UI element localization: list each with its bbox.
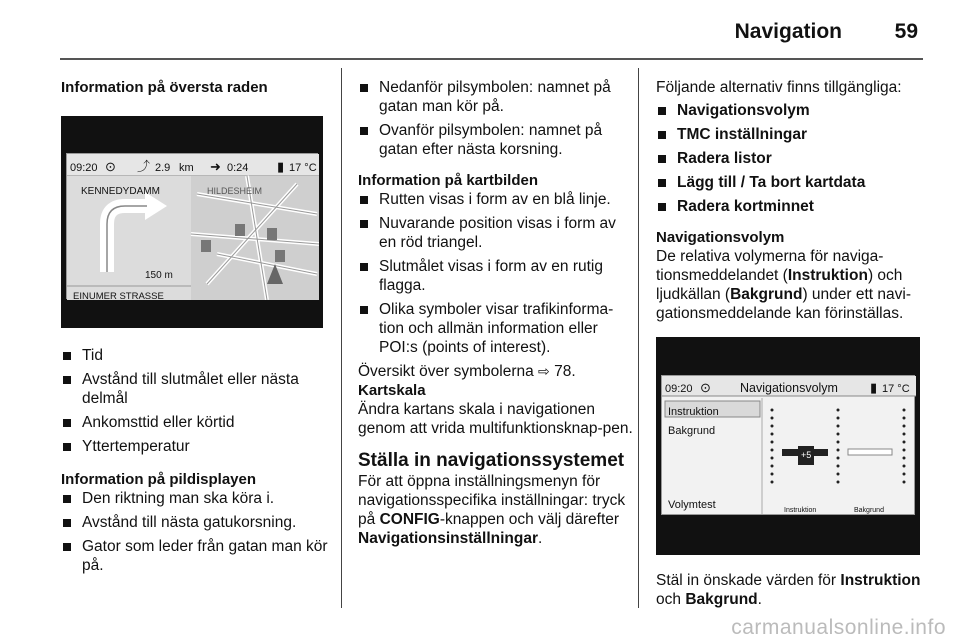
display-temp: 17 °C — [289, 162, 317, 174]
list-item: Ankomsttid eller körtid — [61, 413, 331, 432]
list-item: Gator som leder från gatan man kör på. — [61, 537, 331, 575]
vol-mid: ) och ljudkällan ( — [656, 267, 903, 303]
column-divider-2 — [638, 68, 639, 608]
page-title: Navigation — [734, 20, 842, 43]
nav-display-screen — [66, 153, 318, 302]
column-1 — [61, 78, 331, 580]
vol-label-instr: Instruktion — [784, 507, 817, 514]
heading-map: Information på kartbilden — [358, 172, 539, 189]
list-item: Avstånd till nästa gatukorsning. — [61, 513, 331, 532]
list-item: Slutmålet visas i form av en rutig flagga. — [358, 257, 633, 295]
arrow-display-list-cont — [358, 78, 633, 159]
list-item: Nuvarande position visas i form av en röd triangel. — [358, 214, 633, 252]
display-street-next: KENNEDYDAMM — [81, 186, 160, 197]
list-item: Navigationsvolym — [656, 101, 926, 120]
display-distance: 2.9 — [155, 162, 171, 174]
scale-text: Ändra kartans skala i navigationen genom att vrida multifunktionsknap-pen. — [358, 401, 633, 437]
vol-display-temp: 17 °C — [882, 383, 910, 395]
volume-display-image — [656, 337, 920, 555]
setup-pre: För att öppna inställningsmenyn för navigationsspecifika inställningar: tryck på — [358, 473, 626, 528]
display-arrival: 0:24 — [227, 162, 249, 174]
heading-arrow-display: Information på pildisplayen — [61, 471, 257, 488]
list-item: Yttertemperatur — [61, 437, 331, 456]
heading-setup: Ställa in navigationssystemet — [358, 450, 625, 471]
final-bg: Bakgrund — [685, 591, 758, 608]
vol-display-time: 09:20 — [665, 383, 693, 395]
list-item: Avstånd till slutmålet eller nästa delmål — [61, 370, 331, 408]
heading-scale: Kartskala — [358, 382, 426, 399]
list-item: Radera listor — [656, 149, 926, 168]
setup-end: . — [538, 530, 543, 547]
map-list — [358, 190, 633, 357]
list-item: TMC inställningar — [656, 125, 926, 144]
vol-value: +5 — [798, 446, 814, 465]
display-dist-turn: 150 m — [145, 270, 173, 281]
nav-display-image — [61, 116, 323, 328]
column-divider-1 — [341, 68, 342, 608]
display-street-current: EINUMER STRASSE — [73, 291, 164, 302]
overview-paragraph — [358, 362, 633, 381]
list-item: Radera kortminnet — [656, 197, 926, 216]
list-item: Den riktning man ska köra i. — [61, 489, 331, 508]
clock-icon: ⊙ — [700, 380, 711, 395]
volume-display-screen — [661, 375, 915, 515]
page-number: 59 — [894, 20, 918, 43]
list-item: Nedanför pilsymbolen: namnet på gatan man kör på. — [358, 78, 633, 116]
final-mid: och — [656, 591, 681, 608]
vol-instr: Instruktion — [787, 267, 868, 284]
arrow-display-list — [61, 489, 331, 575]
overview-ref: 78. — [554, 363, 576, 380]
vol-label-bg: Bakgrund — [854, 507, 884, 514]
display-time: 09:20 — [70, 162, 98, 174]
final-paragraph — [656, 571, 926, 609]
heading-top-row: Information på översta raden — [61, 79, 268, 96]
config-key: CONFIG — [379, 511, 440, 528]
thermometer-icon: ▮ — [277, 159, 285, 174]
vol-bg: Bakgrund — [730, 286, 803, 303]
setup-mid: -knappen och välj därefter — [439, 511, 620, 528]
vol-menu-volymtest[interactable]: Volymtest — [668, 499, 716, 511]
overview-text: Översikt över symbolerna — [358, 363, 534, 380]
list-item: Lägg till / Ta bort kartdata — [656, 173, 926, 192]
list-item: Rutten visas i form av en blå linje. — [358, 190, 633, 209]
final-instr: Instruktion — [840, 572, 921, 589]
column-2 — [358, 78, 633, 548]
top-row-list — [61, 346, 331, 456]
distance-icon: ⤴ — [137, 159, 151, 174]
display-city: HILDESHEIM — [207, 186, 263, 196]
vol-end: ) under ett navi-gationsmeddelande kan förinställas. — [656, 286, 912, 322]
thermometer-icon: ▮ — [870, 380, 878, 395]
display-distance-unit: km — [179, 162, 194, 174]
list-item: Olika symboler visar trafikinforma-tion och allmän information eller POI:s (points of interest). — [358, 300, 633, 357]
page-ref-icon: ⇨ — [538, 363, 550, 379]
arrival-icon: ➜ — [210, 159, 221, 174]
heading-volume: Navigationsvolym — [656, 229, 785, 246]
vol-pre: De relativa volymerna för naviga-tionsmeddelandet ( — [656, 248, 884, 284]
watermark: carmanualsonline.info — [731, 616, 946, 639]
vol-menu-instruktion[interactable]: Instruktion — [668, 406, 719, 418]
volume-paragraph — [656, 247, 926, 323]
options-list — [656, 101, 926, 216]
column-3 — [656, 78, 926, 609]
list-item: Tid — [61, 346, 331, 365]
final-pre: Stäl in önskade värden för — [656, 572, 837, 589]
setup-paragraph — [358, 472, 633, 548]
clock-icon: ⊙ — [105, 159, 116, 174]
vol-menu-bakgrund[interactable]: Bakgrund — [668, 425, 716, 437]
options-intro: Följande alternativ finns tillgängliga: — [656, 79, 902, 96]
header-rule — [60, 58, 923, 60]
settings-menu-name: Navigationsinställningar — [358, 530, 539, 547]
final-end: . — [757, 591, 762, 608]
vol-display-title: Navigationsvolym — [740, 381, 838, 395]
list-item: Ovanför pilsymbolen: namnet på gatan efter nästa korsning. — [358, 121, 633, 159]
